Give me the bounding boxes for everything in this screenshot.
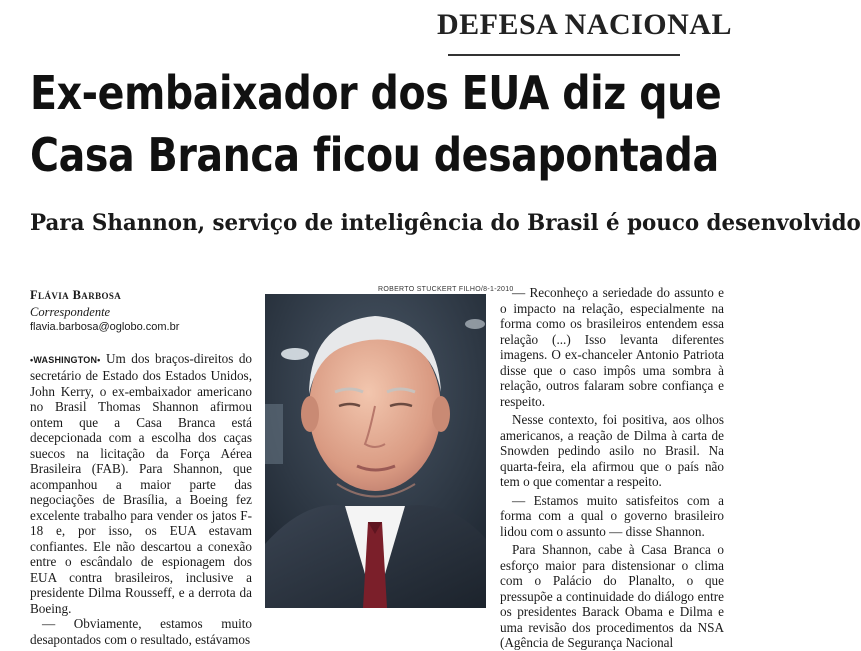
headline bbox=[30, 62, 722, 186]
paragraph: Para Shannon, cabe à Casa Branca o esforço maior para distensionar o clima com o Palácio do Planalto, o que pressupõe a continuidade do diálogo entre os presidentes Barack Obama e Dilma e uma revisão dos procedimentos da NSA (Agência de Segurança Nacional bbox=[500, 542, 724, 650]
photo-credit: ROBERTO STUCKERT FILHO/8-1-2010 bbox=[378, 286, 514, 293]
subheadline: Para Shannon, serviço de inteligência do Brasil é pouco desenvolvido bbox=[30, 210, 861, 236]
article-column-1 bbox=[30, 288, 252, 647]
paragraph: — Obviamente, estamos muito desapontados com o resultado, estávamos bbox=[30, 616, 252, 647]
section-rule bbox=[448, 54, 680, 56]
paragraph: — Reconheço a seriedade do assunto e o impacto na relação, especialmente na forma como os brasileiros entendem essa relação (...) Isso levanta diferentes imagens. O ex-chanceler Antonio Patriota disse que o caso impôs uma sombra à relação, outros falaram sobre confiança e respeito. bbox=[500, 285, 724, 409]
article-photo bbox=[265, 294, 486, 608]
byline-role: Correspondente bbox=[30, 304, 111, 319]
article-column-3 bbox=[500, 285, 724, 651]
byline-email: flavia.barbosa@oglobo.com.br bbox=[30, 321, 180, 333]
paragraph-text: Um dos braços-direitos do secretário de Estado dos Estados Unidos, John Kerry, o ex-embaixador americano no Brasil Thomas Shannon afirmou ontem que a Casa Branca está decepcionada com a escolha dos caças suecos na licitação da Força Aérea Brasileira (FAB). Para Shannon, que acompanhou a maior parte das negociações de Brasília, a Boeing fez excelente trabalho para vender os jatos F-18 e, por isso, os EUA estavam confiantes. Ele não descartou a conexão entre o escândalo de espionagem dos EUA contra brasileiros, inclusive a presidente Dilma Rousseff, e a derrota da Boeing. bbox=[30, 350, 253, 616]
paragraph: — Estamos muito satisfeitos com a forma com a qual o governo brasileiro lidou com o assunto — disse Shannon. bbox=[500, 492, 724, 539]
section-title: DEFESA NACIONAL bbox=[436, 8, 732, 41]
portrait-illustration bbox=[265, 294, 486, 608]
paragraph bbox=[30, 351, 252, 617]
headline-line-2: Casa Branca ficou desapontada bbox=[30, 128, 719, 182]
dateline: •WASHINGTON• bbox=[30, 354, 101, 365]
paragraph: Nesse contexto, foi positiva, aos olhos americanos, a reação de Dilma à carta de Snowden pedindo asilo no Brasil. Na quarta-feira, ela afirmou que o país não tem o que comentar a respeito. bbox=[500, 412, 724, 489]
byline-author: Flávia Barbosa bbox=[30, 288, 122, 302]
headline-line-1: Ex-embaixador dos EUA diz que bbox=[30, 66, 722, 120]
